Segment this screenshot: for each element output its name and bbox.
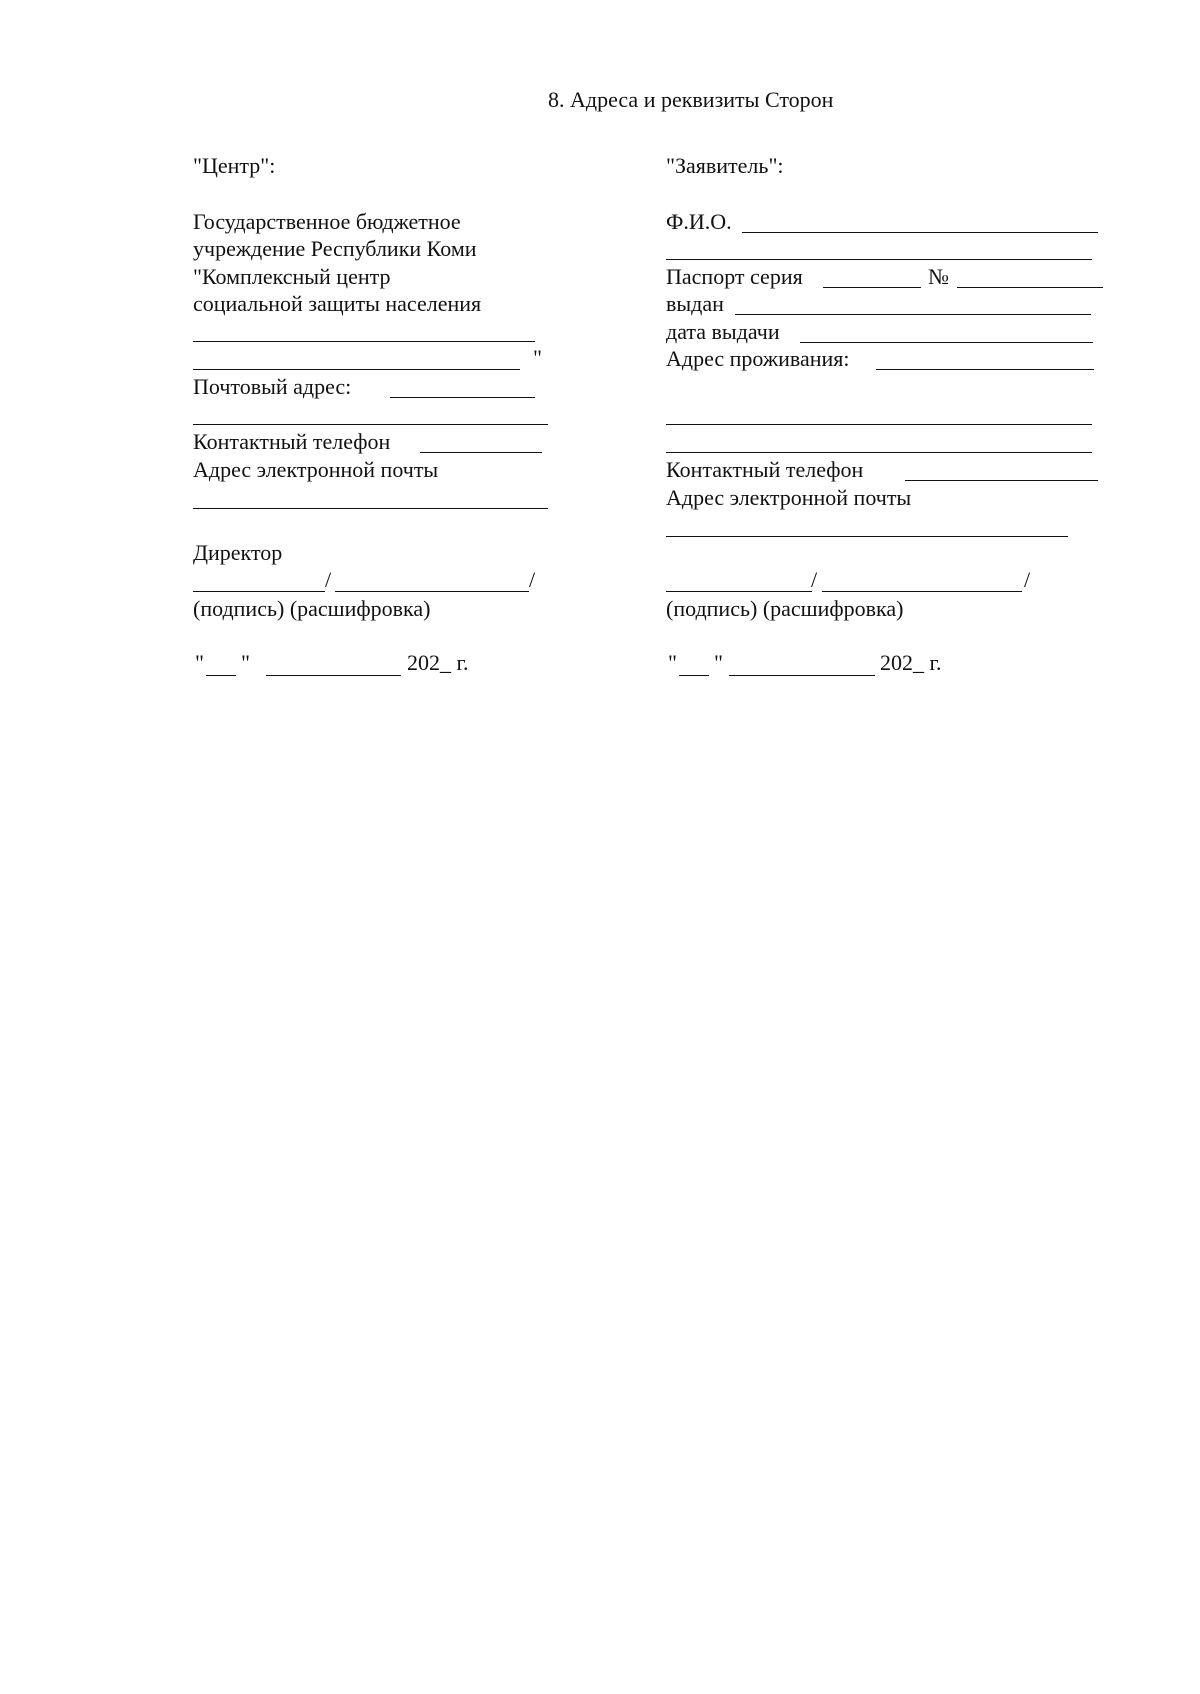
center-signature-blank[interactable] (193, 591, 325, 592)
applicant-address-blank-3[interactable] (666, 452, 1092, 453)
applicant-address-blank[interactable] (876, 369, 1094, 370)
applicant-email-label: Адрес электронной почты (666, 485, 912, 510)
center-email-label: Адрес электронной почты (193, 457, 439, 482)
center-org-blank-1[interactable] (193, 341, 535, 342)
applicant-date-month-blank[interactable] (729, 675, 875, 676)
applicant-passport-label: Паспорт серия (666, 264, 803, 289)
applicant-sig-caption: (подпись) (расшифровка) (666, 596, 904, 621)
applicant-fio-blank[interactable] (742, 232, 1098, 233)
center-date-quote-close: " (241, 650, 250, 675)
center-director-label: Директор (193, 540, 283, 565)
center-date-month-blank[interactable] (266, 675, 401, 676)
applicant-date-quote-close: " (714, 650, 723, 675)
applicant-sig-slash-2: / (1024, 567, 1031, 592)
applicant-signature-blank[interactable] (666, 591, 812, 592)
applicant-phone-label: Контактный телефон (666, 457, 864, 482)
applicant-passport-series-blank[interactable] (823, 287, 921, 288)
applicant-title: "Заявитель": (666, 153, 784, 178)
applicant-date-year: 202_ г. (880, 650, 942, 675)
applicant-address-blank-2[interactable] (666, 424, 1092, 425)
applicant-sig-slash-1: / (811, 567, 818, 592)
center-phone-label: Контактный телефон (193, 429, 391, 454)
center-org-line-1: Государственное бюджетное (193, 209, 461, 234)
applicant-issue-date-label: дата выдачи (666, 319, 780, 344)
applicant-issue-date-blank[interactable] (800, 342, 1093, 343)
center-date-quote-open: " (195, 650, 204, 675)
center-decryption-blank[interactable] (335, 591, 529, 592)
section-heading: 8. Адреса и реквизиты Сторон (548, 87, 834, 112)
applicant-date-day-blank[interactable] (679, 675, 709, 676)
center-org-line-3: "Комплексный центр (193, 264, 391, 289)
center-date-year: 202_ г. (407, 650, 469, 675)
center-postal-label: Почтовый адрес: (193, 374, 352, 399)
center-sig-slash-2: / (529, 567, 536, 592)
center-phone-blank[interactable] (420, 452, 542, 453)
center-org-line-4: социальной защиты населения (193, 291, 482, 316)
applicant-decryption-blank[interactable] (822, 591, 1022, 592)
center-org-line-2: учреждение Республики Коми (193, 236, 477, 261)
center-email-blank[interactable] (193, 508, 548, 509)
applicant-address-label: Адрес проживания: (666, 346, 850, 371)
center-org-blank-2[interactable] (193, 369, 520, 370)
center-title: "Центр": (193, 153, 276, 178)
center-sig-caption: (подпись) (расшифровка) (193, 596, 431, 621)
applicant-issued-label: выдан (666, 291, 724, 316)
center-closing-quote: " (533, 345, 542, 370)
applicant-fio-blank-2[interactable] (666, 259, 1092, 260)
applicant-passport-number-blank[interactable] (957, 287, 1103, 288)
applicant-number-sign: № (928, 264, 949, 289)
applicant-fio-label: Ф.И.О. (666, 209, 732, 234)
center-sig-slash-1: / (325, 567, 332, 592)
applicant-issued-blank[interactable] (735, 314, 1091, 315)
center-date-day-blank[interactable] (206, 675, 236, 676)
applicant-phone-blank[interactable] (905, 480, 1098, 481)
center-postal-blank[interactable] (390, 397, 535, 398)
center-postal-blank-2[interactable] (193, 424, 548, 425)
applicant-date-quote-open: " (668, 650, 677, 675)
applicant-email-blank[interactable] (666, 536, 1068, 537)
